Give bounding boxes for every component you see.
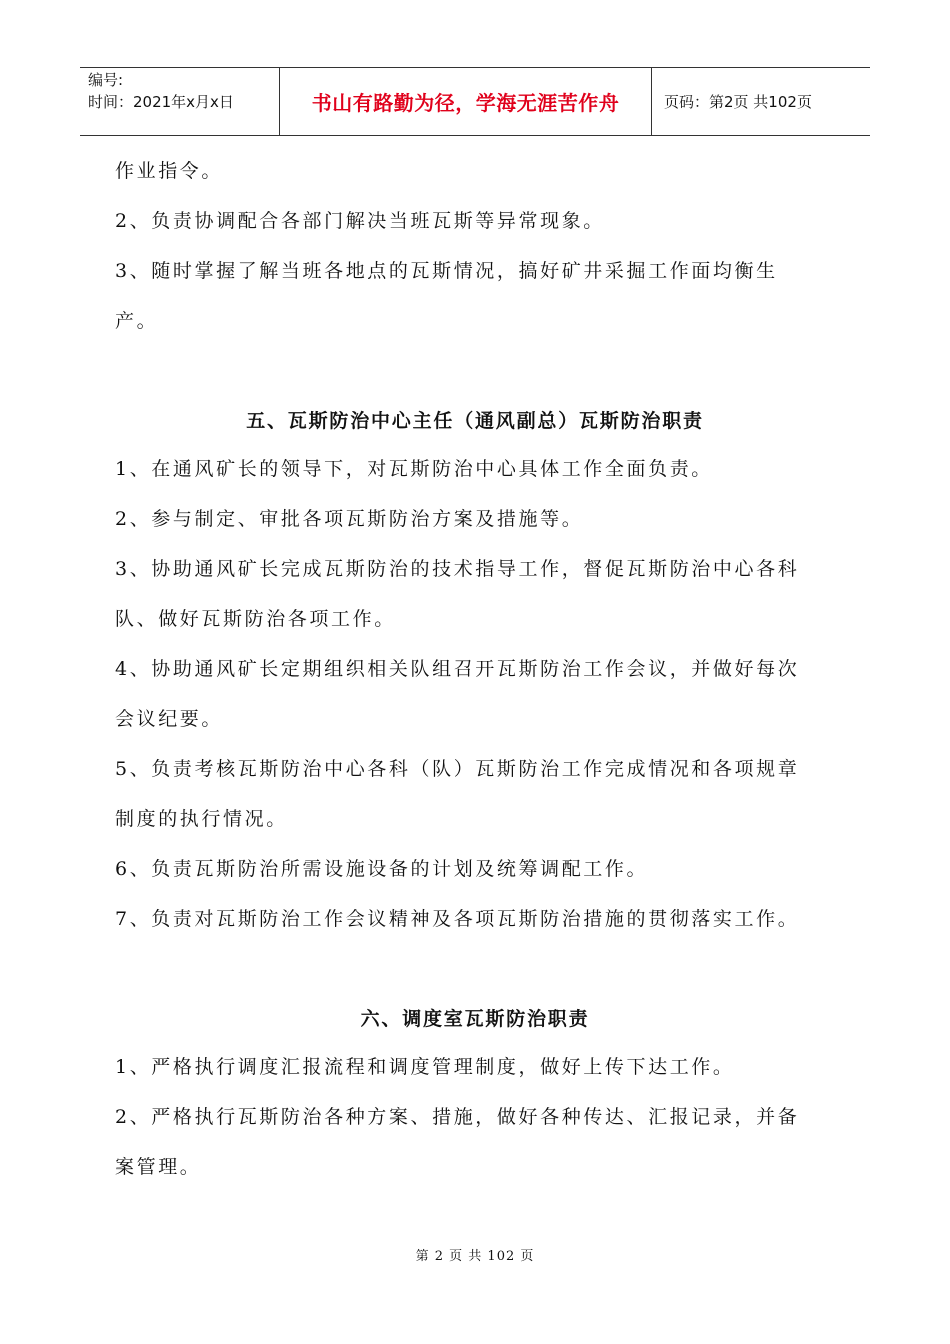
paragraph: 2、参与制定、审批各项瓦斯防治方案及措施等。 <box>115 508 584 530</box>
paragraph: 1、严格执行调度汇报流程和调度管理制度，做好上传下达工作。 <box>115 1056 735 1078</box>
paragraph: 3、协助通风矿长完成瓦斯防治的技术指导工作，督促瓦斯防治中心各科 <box>115 558 800 580</box>
header-motto-cell <box>280 68 652 135</box>
section-heading-5: 五、瓦斯防治中心主任（通风副总）瓦斯防治职责 <box>246 410 704 432</box>
section-heading-6: 六、调度室瓦斯防治职责 <box>360 1008 590 1030</box>
header-meta <box>80 68 280 135</box>
paragraph: 6、负责瓦斯防治所需设施设备的计划及统筹调配工作。 <box>115 858 649 880</box>
paragraph: 案管理。 <box>115 1156 202 1178</box>
paragraph: 队、做好瓦斯防治各项工作。 <box>115 608 396 630</box>
paragraph: 作业指令。 <box>115 160 224 182</box>
document-body <box>80 158 870 1180</box>
page-footer: 第 2 页 共 102 页 <box>415 1249 535 1264</box>
paragraph: 4、协助通风矿长定期组织相关队组召开瓦斯防治工作会议，并做好每次 <box>115 658 800 680</box>
paragraph: 2、负责协调配合各部门解决当班瓦斯等异常现象。 <box>115 210 605 232</box>
paragraph: 5、负责考核瓦斯防治中心各科（队）瓦斯防治工作完成情况和各项规章 <box>115 758 800 780</box>
paragraph: 会议纪要。 <box>115 708 224 730</box>
page-header <box>80 67 870 136</box>
document-date: 时间：2021年x月x日 <box>88 93 234 111</box>
paragraph: 7、负责对瓦斯防治工作会议精神及各项瓦斯防治措施的贯彻落实工作。 <box>115 908 800 930</box>
header-page-number: 页码：第2页 共102页 <box>664 93 812 111</box>
document-number: 编号: <box>88 71 124 89</box>
header-page-cell <box>652 68 870 135</box>
paragraph: 3、随时掌握了解当班各地点的瓦斯情况，搞好矿井采掘工作面均衡生 <box>115 260 778 282</box>
paragraph: 制度的执行情况。 <box>115 808 288 830</box>
motto: 书山有路勤为径，学海无涯苦作舟 <box>311 91 620 115</box>
paragraph: 产。 <box>115 310 159 332</box>
paragraph: 1、在通风矿长的领导下，对瓦斯防治中心具体工作全面负责。 <box>115 458 713 480</box>
paragraph: 2、严格执行瓦斯防治各种方案、措施，做好各种传达、汇报记录，并备 <box>115 1106 800 1128</box>
